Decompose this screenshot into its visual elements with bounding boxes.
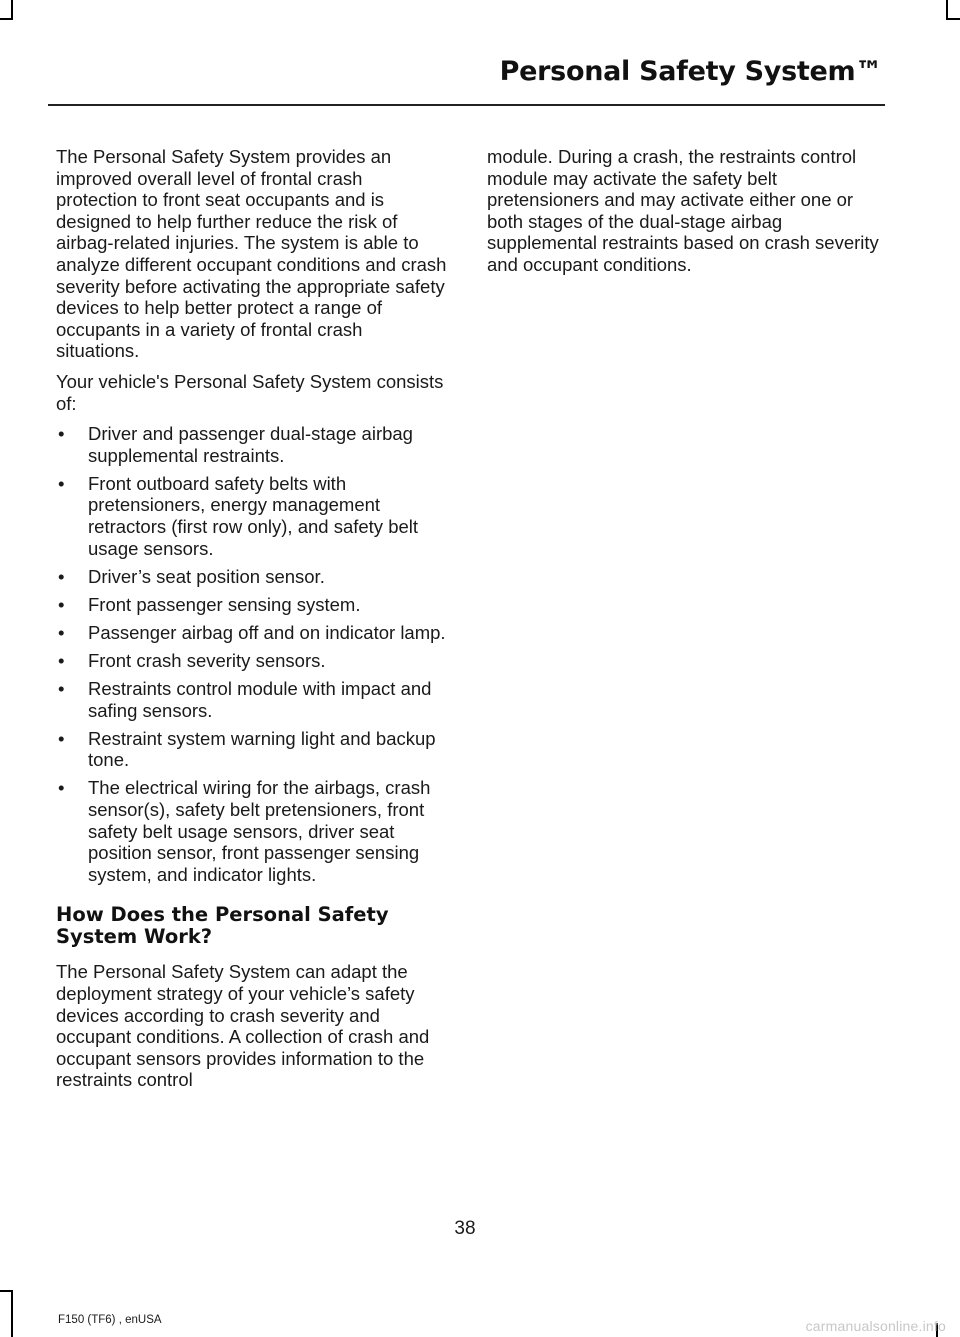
crop-mark-top-left-horizontal (0, 18, 13, 20)
list-item: • The electrical wiring for the airbags, crash sensor(s), safety belt pretensioners, front safety belt usage sensors, driver seat position sensor, front passenger sensing system, and indicator lights. (56, 777, 448, 885)
right-column (487, 146, 879, 285)
watermark: carmanualsonline.info (805, 1318, 946, 1334)
left-column (56, 146, 448, 1100)
how-it-works-continued-paragraph: module. During a crash, the restraints control module may activate the safety belt pretensioners and may activate either one or both stages of the dual-stage airbag supplemental restraints based on crash severity and occupant conditions. (487, 146, 879, 275)
crop-mark-top-right-horizontal (946, 18, 960, 20)
header-divider (48, 104, 885, 106)
list-item: • Restraints control module with impact and safing sensors. (56, 678, 448, 721)
page-title: Personal Safety System™ (499, 56, 882, 87)
crop-mark-top-left (11, 0, 13, 20)
list-item: • Front passenger sensing system. (56, 594, 448, 616)
list-item: • Front crash severity sensors. (56, 650, 448, 672)
component-list (56, 423, 448, 885)
list-item: • Front outboard safety belts with pretensioners, energy management retractors (first row only), and safety belt usage sensors. (56, 473, 448, 559)
crop-mark-top-right (946, 0, 948, 20)
crop-mark-bottom-left-horizontal (0, 1290, 13, 1292)
list-item: • Driver and passenger dual-stage airbag supplemental restraints. (56, 423, 448, 466)
section-heading: How Does the Personal Safety System Work? (56, 903, 389, 949)
page-number: 38 (454, 1218, 476, 1239)
document-id: F150 (TF6) , enUSA (58, 1314, 162, 1326)
list-item: • Passenger airbag off and on indicator lamp. (56, 622, 448, 644)
intro-paragraph: The Personal Safety System provides an improved overall level of frontal crash protection to front seat occupants and is designed to help further reduce the risk of airbag-related injuries. The system is able to analyze different occupant conditions and crash severity before activating the appropriate safety devices to help better protect a range of occupants in a variety of frontal crash situations. (56, 146, 447, 362)
list-item: • Restraint system warning light and backup tone. (56, 728, 448, 771)
list-item: • Driver’s seat position sensor. (56, 566, 448, 588)
consists-of-paragraph: Your vehicle's Personal Safety System consists of: (56, 370, 444, 414)
how-it-works-paragraph: The Personal Safety System can adapt the deployment strategy of your vehicle’s safety devices according to crash severity and occupant conditions. A collection of crash and occupant sensors provides information to the restraints control (56, 961, 430, 1091)
crop-mark-bottom-left (11, 1290, 13, 1337)
